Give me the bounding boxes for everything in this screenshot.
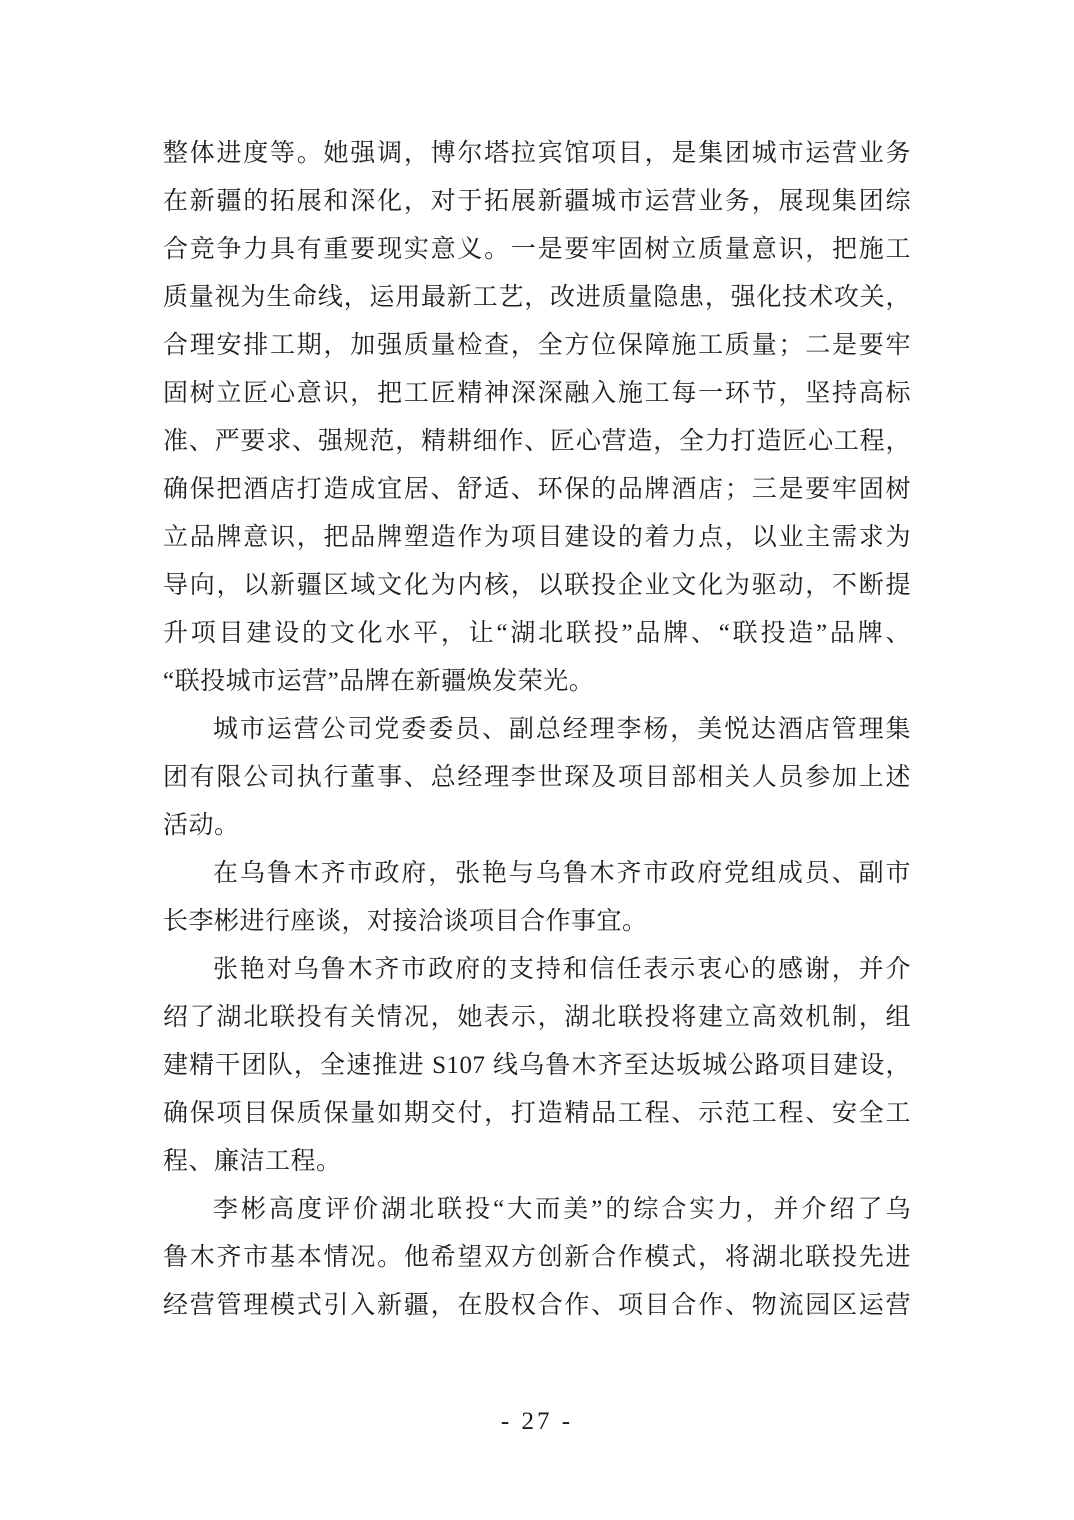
text-line: 长李彬进行座谈，对接洽谈项目合作事宜。 — [163, 908, 648, 935]
document-body — [163, 130, 911, 1330]
text-line: 建精干团队，全速推进 S107 线乌鲁木齐至达坂城公路项目建设， — [163, 1052, 911, 1079]
text-line: 鲁木齐市基本情况。他希望双方创新合作模式，将湖北联投先进 — [163, 1244, 911, 1271]
text-line: 绍了湖北联投有关情况，她表示，湖北联投将建立高效机制，组 — [163, 1004, 911, 1031]
text-line: 确保把酒店打造成宜居、舒适、环保的品牌酒店；三是要牢固树 — [163, 476, 911, 503]
text-line: 张艳对乌鲁木齐市政府的支持和信任表示衷心的感谢，并介 — [213, 956, 911, 983]
text-line: 升项目建设的文化水平，让“湖北联投”品牌、“联投造”品牌、 — [163, 620, 911, 647]
text-line: 整体进度等。她强调，博尔塔拉宾馆项目，是集团城市运营业务 — [163, 140, 911, 167]
text-line: 质量视为生命线，运用最新工艺，改进质量隐患，强化技术攻关， — [163, 284, 911, 311]
text-line: 程、廉洁工程。 — [163, 1148, 342, 1175]
text-line: 在新疆的拓展和深化，对于拓展新疆城市运营业务，展现集团综 — [163, 188, 911, 215]
text-line: 合竞争力具有重要现实意义。一是要牢固树立质量意识，把施工 — [163, 236, 911, 263]
text-line: 固树立匠心意识，把工匠精神深深融入施工每一环节，坚持高标 — [163, 380, 911, 407]
text-line: 导向，以新疆区域文化为内核，以联投企业文化为驱动，不断提 — [163, 572, 911, 599]
text-line: 城市运营公司党委委员、副总经理李杨，美悦达酒店管理集 — [213, 716, 911, 743]
text-line: 准、严要求、强规范，精耕细作、匠心营造，全力打造匠心工程， — [163, 428, 911, 455]
page-number: - 27 - — [500, 1408, 574, 1435]
text-line: 经营管理模式引入新疆，在股权合作、项目合作、物流园区运营 — [163, 1292, 911, 1319]
text-line: 团有限公司执行董事、总经理李世琛及项目部相关人员参加上述 — [163, 764, 911, 791]
text-line: 李彬高度评价湖北联投“大而美”的综合实力，并介绍了乌 — [213, 1196, 911, 1223]
text-line: 确保项目保质保量如期交付，打造精品工程、示范工程、安全工 — [163, 1100, 911, 1127]
text-line: “联投城市运营”品牌在新疆焕发荣光。 — [163, 668, 595, 695]
text-line: 立品牌意识，把品牌塑造作为项目建设的着力点，以业主需求为 — [163, 524, 911, 551]
text-line: 合理安排工期，加强质量检查，全方位保障施工质量；二是要牢 — [163, 332, 911, 359]
text-line: 活动。 — [163, 812, 240, 839]
text-line: 在乌鲁木齐市政府，张艳与乌鲁木齐市政府党组成员、副市 — [213, 860, 911, 887]
